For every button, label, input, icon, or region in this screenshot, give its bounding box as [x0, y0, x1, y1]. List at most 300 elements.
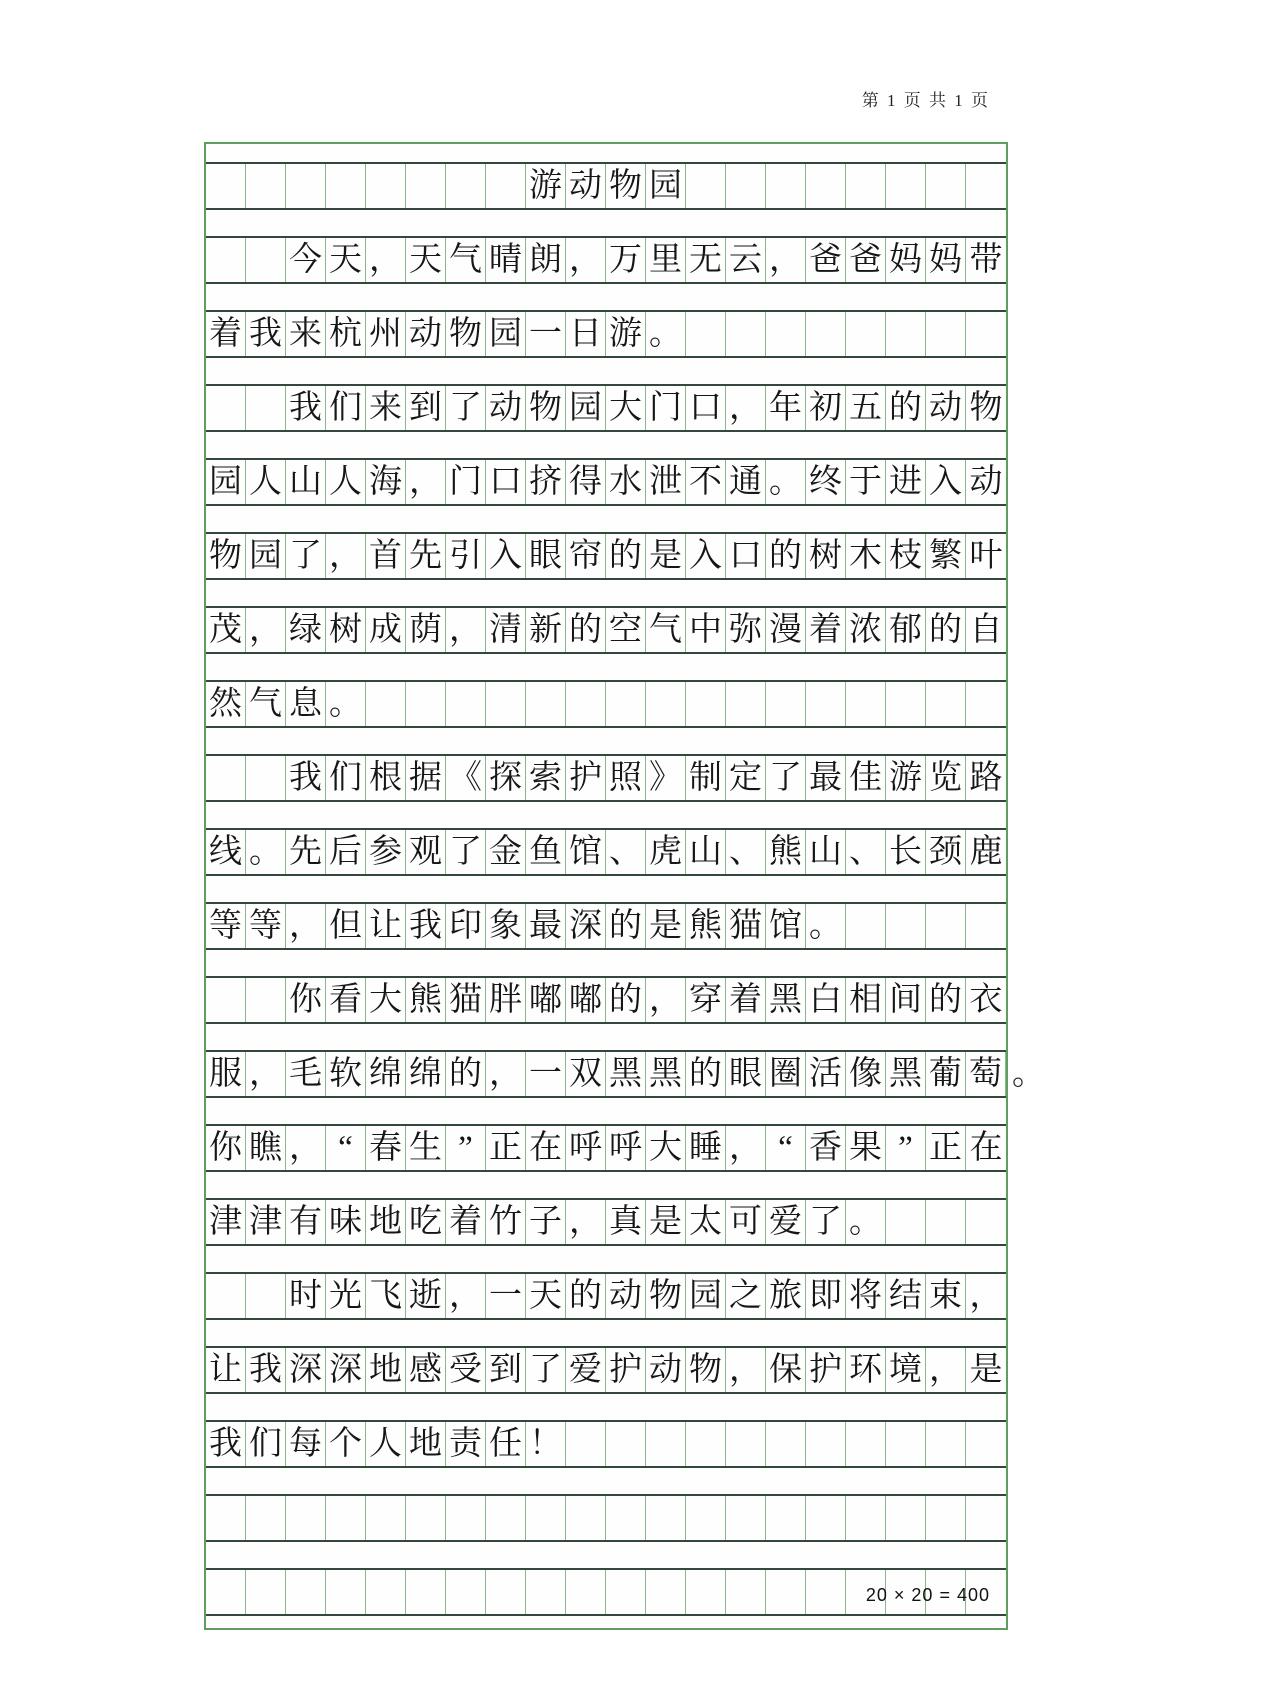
- essay-row-10: [206, 902, 1006, 950]
- grid-cell: [766, 1422, 806, 1466]
- grid-cell: 初: [806, 386, 846, 430]
- grid-cell: [966, 1422, 1006, 1466]
- grid-cell: 深: [326, 1348, 366, 1392]
- grid-cell: ，: [566, 238, 606, 282]
- grid-cell: 门: [446, 460, 486, 504]
- grid-cell: 了: [766, 756, 806, 800]
- grid-cell: 竹: [486, 1200, 526, 1244]
- grid-cell: 《: [446, 756, 486, 800]
- grid-cell: 们: [326, 756, 366, 800]
- grid-cell: 让: [206, 1348, 246, 1392]
- grid-cell: 一: [526, 1052, 566, 1096]
- grid-cell: 制: [686, 756, 726, 800]
- grid-cell: [806, 682, 846, 726]
- grid-cell: 了: [806, 1200, 846, 1244]
- grid-cell: 了: [286, 534, 326, 578]
- grid-cell: 首: [366, 534, 406, 578]
- grid-cell: [806, 164, 846, 208]
- grid-cell: 鹿: [969, 833, 1003, 870]
- grid-cell: 天: [326, 238, 366, 282]
- grid-cell: 受: [446, 1348, 486, 1392]
- grid-cell: 的: [926, 978, 966, 1022]
- grid-cell: 的: [446, 1052, 486, 1096]
- grid-cell: [206, 756, 246, 800]
- grid-cell: [406, 164, 446, 208]
- grid-cell: 等: [206, 904, 246, 948]
- row-spacer: [206, 950, 1006, 976]
- grid-cell: 州: [366, 312, 406, 356]
- grid-cell: [926, 682, 966, 726]
- grid-cell: [966, 1200, 1006, 1244]
- grid-cell: 白: [806, 978, 846, 1022]
- grid-cell: 清: [486, 608, 526, 652]
- grid-cell: 衣: [969, 981, 1003, 1018]
- grid-cell: 定: [726, 756, 766, 800]
- grid-cell: [926, 904, 966, 948]
- grid-cell: 先: [286, 830, 326, 874]
- grid-cell: 树: [806, 534, 846, 578]
- grid-cell: 大: [606, 386, 646, 430]
- grid-cell: 你: [206, 1126, 246, 1170]
- grid-cell: 的: [686, 1052, 726, 1096]
- grid-cell: [566, 1496, 606, 1540]
- grid-cell: 山: [686, 830, 726, 874]
- grid-cell: [806, 1422, 846, 1466]
- grid-cell: 了: [526, 1348, 566, 1392]
- grid-cell: 通: [726, 460, 766, 504]
- grid-cell: 人: [366, 1422, 406, 1466]
- grid-cell: ，: [286, 1126, 326, 1170]
- grid-cell: ，: [286, 904, 326, 948]
- grid-cell: 圈: [766, 1052, 806, 1096]
- grid-cell: [246, 978, 286, 1022]
- grid-cell: [686, 1496, 726, 1540]
- grid-cell: 地: [366, 1200, 406, 1244]
- grid-cell: 绵: [406, 1052, 446, 1096]
- grid-cell: 园: [486, 312, 526, 356]
- grid-cell: 软: [326, 1052, 366, 1096]
- grid-cell: 相: [846, 978, 886, 1022]
- grid-cell: [686, 312, 726, 356]
- grid-cell: 。: [766, 460, 806, 504]
- grid-cell: 引: [446, 534, 486, 578]
- grid-cell: 动: [406, 312, 446, 356]
- grid-cell: 任: [486, 1422, 526, 1466]
- grid-cell: 。: [646, 312, 686, 356]
- grid-cell: 穿: [686, 978, 726, 1022]
- grid-cell: 泄: [646, 460, 686, 504]
- row-spacer: [206, 1616, 1006, 1628]
- grid-cell: [246, 164, 286, 208]
- hanging-punctuation: 。: [1012, 1055, 1045, 1092]
- row-spacer: [206, 1394, 1006, 1420]
- essay-row-2: [206, 310, 1006, 358]
- grid-cell: 我: [406, 904, 446, 948]
- grid-cell: [806, 1496, 846, 1540]
- grid-cell: [486, 1496, 526, 1540]
- grid-cell: 山: [286, 460, 326, 504]
- grid-cell: 今: [286, 238, 326, 282]
- grid-cell: 气: [246, 682, 286, 726]
- grid-cell: 物: [206, 534, 246, 578]
- essay-row-6: [206, 606, 1006, 654]
- grid-cell: 光: [326, 1274, 366, 1318]
- grid-cell: 爱: [766, 1200, 806, 1244]
- grid-cell: [766, 312, 806, 356]
- grid-cell: [366, 682, 406, 726]
- grid-cell: [246, 1496, 286, 1540]
- grid-cell: [526, 682, 566, 726]
- grid-cell: 园: [686, 1274, 726, 1318]
- grid-cell: 是: [646, 534, 686, 578]
- grid-cell: 游: [886, 756, 926, 800]
- grid-cell: 印: [446, 904, 486, 948]
- grid-cell: 是: [646, 904, 686, 948]
- grid-cell: 口: [726, 534, 766, 578]
- grid-cell: 成: [366, 608, 406, 652]
- grid-cell: 带: [969, 241, 1003, 278]
- row-spacer: [206, 1098, 1006, 1124]
- grid-cell: 馆: [566, 830, 606, 874]
- grid-cell: 门: [646, 386, 686, 430]
- grid-cell: [326, 164, 366, 208]
- grid-cell: 责: [446, 1422, 486, 1466]
- grid-cell: [966, 164, 1006, 208]
- grid-cell: 天: [406, 238, 446, 282]
- grid-cell: 天: [526, 1274, 566, 1318]
- essay-row-13: [206, 1124, 1006, 1172]
- grid-cell: [926, 312, 966, 356]
- grid-cell: [966, 682, 1006, 726]
- grid-cell: 正: [926, 1126, 966, 1170]
- grid-cell: 黑: [766, 978, 806, 1022]
- grid-cell: ，: [406, 460, 446, 504]
- grid-cell: [846, 682, 886, 726]
- grid-cell: 游: [606, 312, 646, 356]
- grid-cell: 大: [646, 1126, 686, 1170]
- essay-row-16: [206, 1346, 1006, 1394]
- grid-cell: [246, 1274, 286, 1318]
- composition-grid: [204, 142, 1045, 1630]
- grid-cell: 的: [566, 1274, 606, 1318]
- grid-cell: [406, 1496, 446, 1540]
- grid-cell: [726, 1422, 766, 1466]
- grid-cell: [366, 1496, 406, 1540]
- grid-cell: 呼: [606, 1126, 646, 1170]
- grid-cell: [246, 386, 286, 430]
- grid-cell: 熊: [766, 830, 806, 874]
- grid-cell: [286, 164, 326, 208]
- grid-cell: ，: [566, 1200, 606, 1244]
- grid-cell: 时: [286, 1274, 326, 1318]
- grid-cell: 空: [606, 608, 646, 652]
- grid-cell: 物: [686, 1348, 726, 1392]
- grid-cell: 浓: [846, 608, 886, 652]
- grid-cell: 入: [926, 460, 966, 504]
- grid-cell: 观: [406, 830, 446, 874]
- grid-cell: 最: [806, 756, 846, 800]
- grid-cell: 我: [286, 756, 326, 800]
- row-spacer: [206, 876, 1006, 902]
- grid-cell: 黑: [886, 1052, 926, 1096]
- row-spacer: [206, 1172, 1006, 1198]
- grid-cell: 束: [926, 1274, 966, 1318]
- row-spacer: [206, 802, 1006, 828]
- grid-cell: 动: [606, 1274, 646, 1318]
- grid-cell: 的: [606, 904, 646, 948]
- grid-cell: [846, 1496, 886, 1540]
- grid-cell: “: [326, 1126, 366, 1170]
- grid-cell: 气: [646, 608, 686, 652]
- grid-cell: 茂: [206, 608, 246, 652]
- grid-cell: 动: [486, 386, 526, 430]
- grid-cell: [646, 1496, 686, 1540]
- grid-cell: 生: [406, 1126, 446, 1170]
- essay-row-11: [206, 976, 1006, 1024]
- grid-cell: [646, 682, 686, 726]
- grid-cell: 一: [486, 1274, 526, 1318]
- grid-cell: 据: [406, 756, 446, 800]
- grid-cell: [846, 904, 886, 948]
- grid-cell: [926, 1200, 966, 1244]
- essay-row-5: [206, 532, 1006, 580]
- grid-cell: 黑: [646, 1052, 686, 1096]
- grid-cell: 终: [806, 460, 846, 504]
- grid-cell: 睡: [686, 1126, 726, 1170]
- grid-cell: 览: [926, 756, 966, 800]
- grid-cell: 葡: [926, 1052, 966, 1096]
- grid-cell: 但: [326, 904, 366, 948]
- row-spacer: [206, 728, 1006, 754]
- grid-cell: 津: [246, 1200, 286, 1244]
- grid-cell: [966, 312, 1006, 356]
- grid-cell: 了: [446, 386, 486, 430]
- grid-cell: 护: [806, 1348, 846, 1392]
- grid-cell: ”: [886, 1126, 926, 1170]
- grid-cell: ，: [366, 238, 406, 282]
- grid-cell: 可: [726, 1200, 766, 1244]
- grid-cell: 香: [806, 1126, 846, 1170]
- grid-cell: 猫: [446, 978, 486, 1022]
- grid-cell: 朗: [526, 238, 566, 282]
- grid-cell: 服: [206, 1052, 246, 1096]
- grid-cell: ，: [969, 1277, 1003, 1314]
- grid-cell: 地: [406, 1422, 446, 1466]
- grid-cell: 馆: [766, 904, 806, 948]
- grid-cell: 来: [366, 386, 406, 430]
- grid-cell: 长: [886, 830, 926, 874]
- grid-cell: 深: [566, 904, 606, 948]
- grid-cell: 猫: [726, 904, 766, 948]
- grid-cell: 于: [846, 460, 886, 504]
- essay-row-1: [206, 236, 1006, 284]
- grid-cell: 、: [606, 830, 646, 874]
- grid-cell: 物: [969, 389, 1003, 426]
- grid-cell: 爸: [846, 238, 886, 282]
- grid-cell: [726, 682, 766, 726]
- grid-cell: 参: [366, 830, 406, 874]
- grid-cell: 叶: [969, 537, 1003, 574]
- row-spacer: [206, 506, 1006, 532]
- grid-cell: 入: [686, 534, 726, 578]
- grid-cell: [766, 682, 806, 726]
- grid-cell: 动: [969, 463, 1003, 500]
- grid-cell: 物: [446, 312, 486, 356]
- grid-cell: [806, 312, 846, 356]
- grid-cell: 着: [446, 1200, 486, 1244]
- grid-cell: 环: [846, 1348, 886, 1392]
- grid-cell: 索: [526, 756, 566, 800]
- grid-cell: 杭: [326, 312, 366, 356]
- row-spacer: [206, 144, 1006, 162]
- grid-cell: [606, 1496, 646, 1540]
- grid-cell: 人: [326, 460, 366, 504]
- grid-cell: [366, 164, 406, 208]
- grid-cell: 年: [766, 386, 806, 430]
- grid-cell: 佳: [846, 756, 886, 800]
- grid-cell: [966, 904, 1006, 948]
- grid-cell: [486, 164, 526, 208]
- grid-cell: [526, 1496, 566, 1540]
- grid-cell: ，: [486, 1052, 526, 1096]
- grid-cell: 个: [326, 1422, 366, 1466]
- essay-row-9: [206, 828, 1006, 876]
- grid-cell: 将: [846, 1274, 886, 1318]
- grid-cell: 水: [606, 460, 646, 504]
- grid-cell: [886, 682, 926, 726]
- grid-cell: 春: [366, 1126, 406, 1170]
- grid-cell: [886, 1200, 926, 1244]
- grid-cell: [646, 1422, 686, 1466]
- grid-cell: 间: [886, 978, 926, 1022]
- grid-cell: 金: [486, 830, 526, 874]
- grid-cell: 一: [526, 312, 566, 356]
- grid-cell: [846, 312, 886, 356]
- grid-cell: 鱼: [526, 830, 566, 874]
- grid-cell: [926, 1496, 966, 1540]
- grid-cell: 来: [286, 312, 326, 356]
- essay-row-17: [206, 1420, 1006, 1468]
- grid-cell: 着: [726, 978, 766, 1022]
- grid-cell: 繁: [926, 534, 966, 578]
- grid-cell: 爸: [806, 238, 846, 282]
- row-spacer: [206, 358, 1006, 384]
- grid-cell: [246, 756, 286, 800]
- grid-cell: [686, 164, 726, 208]
- grid-cell: [766, 164, 806, 208]
- grid-cell: 物: [646, 1274, 686, 1318]
- grid-cell: 真: [606, 1200, 646, 1244]
- grid-cell: [406, 682, 446, 726]
- grid-cell: [566, 682, 606, 726]
- grid-cell: 。: [806, 904, 846, 948]
- grid-cell: 。: [326, 682, 366, 726]
- grid-cell: [846, 164, 886, 208]
- grid-cell: 的: [926, 608, 966, 652]
- grid-cell: 像: [846, 1052, 886, 1096]
- grid-cell: 毛: [286, 1052, 326, 1096]
- grid-cell: [566, 1422, 606, 1466]
- grid-cell: 你: [286, 978, 326, 1022]
- grid-cell: 了: [446, 830, 486, 874]
- grid-cell: 物: [526, 386, 566, 430]
- grid-cell: 动: [646, 1348, 686, 1392]
- grid-cell: 眼: [726, 1052, 766, 1096]
- grid-cell: 飞: [366, 1274, 406, 1318]
- grid-cell: [926, 164, 966, 208]
- grid-cell: 着: [806, 608, 846, 652]
- essay-title-row: [206, 162, 1006, 210]
- grid-cell: [886, 312, 926, 356]
- grid-cell: 中: [686, 608, 726, 652]
- grid-cell: 萄: [966, 1052, 1006, 1096]
- essay-row-18: [206, 1494, 1006, 1542]
- grid-size-footer: 20 × 20 = 400: [865, 1585, 990, 1605]
- grid-cell: [206, 386, 246, 430]
- grid-cell: 进: [886, 460, 926, 504]
- grid-cell: 新: [526, 608, 566, 652]
- grid-cell: 最: [526, 904, 566, 948]
- grid-cell: 颈: [926, 830, 966, 874]
- grid-cell: 呼: [566, 1126, 606, 1170]
- grid-cell: 无: [686, 238, 726, 282]
- grid-cell: 园: [246, 534, 286, 578]
- grid-cell: [726, 1496, 766, 1540]
- essay-row-8: [206, 754, 1006, 802]
- grid-cell: 果: [846, 1126, 886, 1170]
- grid-cell: 深: [286, 1348, 326, 1392]
- grid-cell: 云: [726, 238, 766, 282]
- grid-cell: 结: [886, 1274, 926, 1318]
- grid-cell: 护: [566, 756, 606, 800]
- grid-cell: 味: [326, 1200, 366, 1244]
- grid-cell: 大: [366, 978, 406, 1022]
- page-number-header: 第 1 页 共 1 页: [861, 91, 990, 110]
- grid-cell: [766, 1496, 806, 1540]
- grid-cell: [286, 1496, 326, 1540]
- grid-cell: 到: [406, 386, 446, 430]
- grid-cell: 地: [366, 1348, 406, 1392]
- grid-cell: [606, 682, 646, 726]
- grid-cell: 有: [286, 1200, 326, 1244]
- grid-cell: 树: [326, 608, 366, 652]
- grid-cell: [486, 682, 526, 726]
- grid-cell: ，: [446, 608, 486, 652]
- grid-cell: 每: [286, 1422, 326, 1466]
- grid-cell: 入: [486, 534, 526, 578]
- grid-cell: 动: [566, 164, 606, 208]
- grid-cell: 。: [846, 1200, 886, 1244]
- grid-cell: 郁: [886, 608, 926, 652]
- grid-cell: 弥: [726, 608, 766, 652]
- row-spacer: [206, 284, 1006, 310]
- grid-cell: 虎: [646, 830, 686, 874]
- grid-cell: [726, 312, 766, 356]
- grid-cell: 是: [969, 1351, 1003, 1388]
- grid-cell: 等: [246, 904, 286, 948]
- grid-cell: 吃: [406, 1200, 446, 1244]
- grid-cell: 我: [286, 386, 326, 430]
- grid-cell: [606, 1422, 646, 1466]
- grid-cell: 、: [846, 830, 886, 874]
- grid-cell: 妈: [886, 238, 926, 282]
- grid-cell: 园: [646, 164, 686, 208]
- grid-cell: 。: [246, 830, 286, 874]
- grid-cell: 线: [206, 830, 246, 874]
- grid-cell: ，: [726, 386, 766, 430]
- essay-row-14: [206, 1198, 1006, 1246]
- row-spacer: [206, 1024, 1006, 1050]
